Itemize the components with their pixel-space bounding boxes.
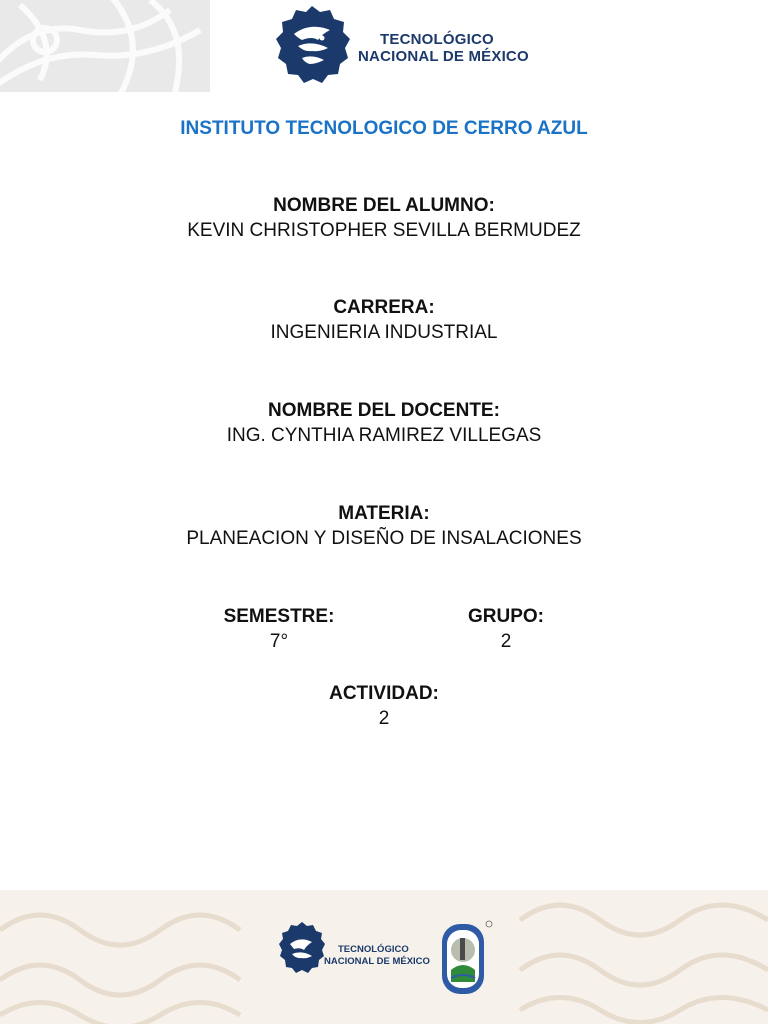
tecnm-header-logo — [272, 4, 542, 90]
tecnm-footer-shield-icon — [278, 920, 326, 992]
semester-field — [159, 605, 399, 655]
semester-value: 7° — [269, 631, 289, 652]
activity-field — [0, 682, 768, 732]
activity-value: 2 — [378, 708, 390, 729]
semester-label: SEMESTRE: — [223, 606, 335, 627]
footer-logos — [270, 918, 500, 998]
brand-line-2: NACIONAL DE MÉXICO — [358, 48, 529, 65]
footer-brand-line-2: NACIONAL DE MÉXICO — [324, 956, 430, 967]
student-label: NOMBRE DEL ALUMNO: — [273, 195, 495, 216]
institute-title: INSTITUTO TECNOLOGICO DE CERRO AZUL — [180, 118, 588, 139]
career-label: CARRERA: — [333, 297, 435, 318]
group-field — [386, 605, 626, 655]
quality-seal-icon — [438, 918, 496, 998]
student-value: KEVIN CHRISTOPHER SEVILLA BERMUDEZ — [187, 220, 581, 241]
subject-field — [0, 502, 768, 552]
header-decorative-band — [0, 0, 210, 92]
tecnm-footer-brand-text — [324, 944, 430, 968]
footer-brand-line-1: TECNOLÓGICO — [338, 944, 409, 955]
tecnm-brand-text — [358, 31, 529, 65]
career-field — [0, 296, 768, 346]
teacher-label: NOMBRE DEL DOCENTE: — [268, 400, 500, 421]
teacher-value: ING. CYNTHIA RAMIREZ VILLEGAS — [226, 425, 542, 446]
eagle-pattern-graphic — [0, 0, 210, 92]
subject-value: PLANEACION Y DISEÑO DE INSALACIONES — [186, 528, 582, 549]
activity-label: ACTIVIDAD: — [329, 683, 439, 704]
student-field — [0, 194, 768, 244]
brand-line-1: TECNOLÓGICO — [380, 31, 494, 48]
career-value: INGENIERIA INDUSTRIAL — [270, 322, 498, 343]
tecnm-shield-icon — [272, 4, 352, 90]
group-value: 2 — [500, 631, 512, 652]
subject-label: MATERIA: — [338, 503, 430, 524]
group-label: GRUPO: — [468, 606, 544, 627]
teacher-field — [0, 399, 768, 449]
